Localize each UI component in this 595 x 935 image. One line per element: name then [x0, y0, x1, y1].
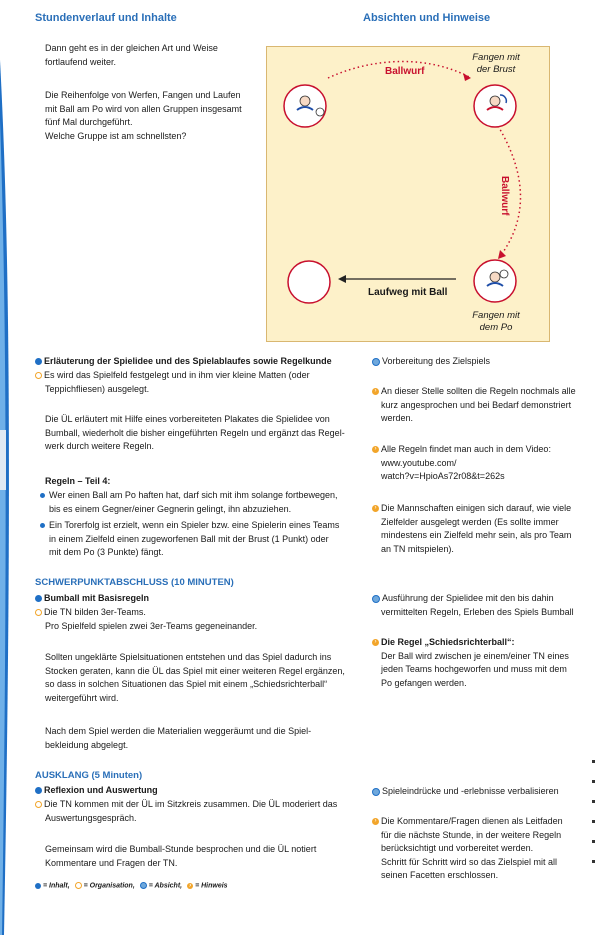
section2-absicht	[372, 592, 574, 619]
text-line: Die TN kommen mit der ÜL im Sitzkreis zusammen. Die ÜL moderiert das	[44, 799, 338, 809]
text-line: Vorbereitung des Zielspiels	[382, 356, 491, 366]
text-line: fünf Mal durchgeführt.	[45, 117, 133, 128]
left-column-header: Stundenverlauf und Inhalte	[35, 12, 177, 24]
hinweis-marker-icon: ›	[372, 446, 379, 453]
legend-hinweis: = Hinweis	[195, 882, 228, 890]
hinweis-marker-icon: ›	[372, 639, 379, 646]
organisation-marker-icon	[75, 882, 82, 889]
text-line: Der Ball wird zwischen je einem/einer TN eines	[381, 650, 569, 661]
hinweis-marker-icon: ›	[372, 818, 379, 825]
text-line: Teppichfliesen) ausgelegt.	[45, 383, 150, 394]
hinweis-marker-icon: ›	[189, 882, 192, 889]
text-line: dem Po	[479, 322, 513, 333]
text-line: Die Mannschaften einigen sich darauf, wie viele	[381, 503, 572, 513]
text-line: Die ÜL erläutert mit Hilfe eines vorbereiteten Plakates die Spielidee von	[45, 414, 330, 424]
section2-title: Bumball mit Basisregeln	[44, 593, 150, 603]
text-line: Alle Regeln findet man auch in dem Video:	[381, 444, 551, 454]
text-line: Es wird das Spielfeld festgelegt und in ihm vier kleine Matten (oder	[44, 370, 310, 380]
label-fangen-brust	[468, 52, 524, 76]
text-line: Pro Spielfeld spielen zwei 3er-Teams gegeneinander.	[45, 620, 258, 631]
section1-paragraph	[45, 413, 345, 454]
section2-title-row	[35, 592, 149, 606]
intro-paragraph-2	[45, 89, 242, 143]
text-line: vermittelten Regeln, Erleben des Spiels Bumball	[381, 606, 574, 617]
text-line: jeden Teams hochgeworfen und muss mit dem	[381, 664, 567, 675]
inhalt-marker-icon	[35, 595, 42, 602]
text-line: bis es einem Gegner/einer Gegnerin gelingt, ihn abzuziehen.	[49, 503, 292, 514]
text-line: Schritt für Schritt wird so das Zielspiel mit all	[381, 856, 558, 867]
label-ballwurf-top: Ballwurf	[385, 66, 425, 77]
text-line: Auswertungsgespräch.	[45, 812, 137, 823]
text-line: Fangen mit	[472, 52, 520, 63]
text-line: Die Regel „Schiedsrichterball“:	[381, 637, 515, 647]
text-line: kurz angesprochen und bei Bedarf demonstriert	[381, 399, 572, 410]
text-line: Wer einen Ball am Po haften hat, darf sich mit ihm solange fortbewegen,	[49, 490, 338, 500]
legend-absicht: = Absicht,	[148, 882, 183, 890]
inhalt-marker-icon	[35, 787, 42, 794]
text-line: für die nächste Stunde, in der weitere Regeln	[381, 829, 562, 840]
text-line: mit Ball am Po wird von allen Gruppen insgesamt	[45, 103, 242, 114]
text-line: Ein Torerfolg ist erzielt, wenn ein Spieler bzw. eine Spielerin eines Teams	[49, 520, 340, 530]
section1-absicht	[372, 355, 490, 369]
legend	[35, 882, 228, 889]
text-line: berücksichtigt und vorbereitet werden.	[381, 843, 534, 854]
text-line: Fangen mit	[472, 310, 520, 321]
rule-2	[40, 519, 339, 560]
section2-paragraph-1	[45, 651, 345, 705]
text-line: an TN mitspielen).	[381, 543, 454, 554]
section3-title: Reflexion und Auswertung	[44, 785, 158, 795]
organisation-marker-icon	[35, 372, 42, 379]
text-line: Bumball, wiederholt die bisher eingeführten Regeln und ergänzt das Regel-	[45, 427, 345, 438]
section2-hinweis	[372, 636, 569, 690]
text-line: mit dem Po (3 Punkte) fängt.	[49, 547, 164, 558]
text-line: Die Kommentare/Fragen dienen als Leitfaden	[381, 816, 563, 826]
label-fangen-po	[468, 310, 524, 334]
text-line: Ausführung der Spielidee mit den bis dahin	[382, 593, 554, 603]
organisation-marker-icon	[35, 609, 42, 616]
section2-org	[35, 606, 257, 633]
text-line: Spieleindrücke und -erlebnisse verbalisieren	[382, 786, 559, 796]
section3-absicht	[372, 785, 559, 799]
text-line: Po gefangen werden.	[381, 677, 467, 688]
section2-heading: SCHWERPUNKTABSCHLUSS (10 MINUTEN)	[35, 577, 234, 588]
section3-org	[35, 798, 337, 825]
text-line: der Brust	[476, 64, 516, 75]
inhalt-marker-icon	[35, 883, 41, 889]
text-line: Dann geht es in der gleichen Art und Weise	[45, 43, 218, 53]
label-ballwurf-side: Ballwurf	[499, 176, 510, 216]
text-line: An dieser Stelle sollten die Regeln nochmals alle	[381, 386, 576, 396]
text-line: weitergeführt wird.	[45, 692, 119, 703]
text-line: Zielfelder ausgelegt werden (Es sollte immer	[381, 516, 559, 527]
rule-1	[40, 489, 338, 516]
right-column-header: Absichten und Hinweise	[363, 12, 491, 24]
mat-circle	[288, 261, 330, 303]
text-line: Die TN bilden 3er-Teams.	[44, 607, 146, 617]
text-line: fortlaufend weiter.	[45, 56, 117, 67]
label-laufweg: Laufweg mit Ball	[368, 287, 448, 298]
text-line: in einem Zielfeld einen zugeworfenen Ball mit der Brust (1 Punkt) oder	[49, 533, 329, 544]
bullet-icon	[40, 523, 45, 528]
section1-hinweis-2	[372, 443, 551, 484]
section3-hinweis	[372, 815, 563, 883]
absicht-marker-icon	[372, 788, 380, 796]
section1-hinweis-1	[372, 385, 576, 426]
legend-inhalt: = Inhalt,	[43, 882, 70, 890]
text-line: Sollten ungeklärte Spielsituationen entstehen und das Spiel dadurch ins	[45, 652, 332, 662]
rules-title: Regeln – Teil 4:	[45, 476, 111, 486]
text-line: werk durch weitere Regeln.	[45, 441, 155, 452]
legend-organisation: = Organisation,	[83, 882, 135, 890]
text-line: Nach dem Spiel werden die Materialien weggeräumt und die Spiel-	[45, 726, 312, 736]
hinweis-marker-icon: ›	[372, 388, 379, 395]
text-line: Stocken geraten, kann die ÜL das Spiel mit einer weiteren Regel ergänzen,	[45, 665, 345, 676]
video-link[interactable]: watch?v=HpioAs72r08&t=262s	[381, 471, 505, 482]
text-line: werden.	[381, 413, 414, 424]
section1-org	[35, 369, 310, 396]
text-line: Kommentare und Fragen der TN.	[45, 857, 178, 868]
bullet-icon	[40, 493, 45, 498]
absicht-marker-icon	[140, 882, 147, 889]
absicht-marker-icon	[372, 358, 380, 366]
section2-paragraph-2	[45, 725, 311, 752]
text-line: seinen Facetten erschlossen.	[381, 870, 499, 881]
section3-heading: AUSKLANG (5 Minuten)	[35, 770, 143, 781]
text-line: bekleidung abgelegt.	[45, 739, 129, 750]
section3-paragraph	[45, 843, 316, 870]
section1-title-row	[35, 355, 332, 369]
organisation-marker-icon	[35, 801, 42, 808]
text-line: so dass in solchen Situationen das Spiel mit einem „Schiedsrichterball“	[45, 679, 328, 690]
left-edge-decoration	[0, 0, 14, 935]
text-line: Gemeinsam wird die Bumball-Stunde besprochen und die ÜL notiert	[45, 844, 317, 854]
intro-paragraph-1	[45, 42, 218, 69]
absicht-marker-icon	[372, 595, 380, 603]
inhalt-marker-icon	[35, 358, 42, 365]
video-link[interactable]: www.youtube.com/	[381, 457, 457, 468]
text-line: Die Reihenfolge von Werfen, Fangen und Laufen	[45, 90, 241, 100]
section1-title: Erläuterung der Spielidee und des Spielablaufes sowie Regelkunde	[44, 356, 332, 366]
text-line: mindestens ein Zielfeld mehr sein, als pro Team	[381, 530, 572, 541]
hinweis-marker-icon: ›	[372, 505, 379, 512]
section1-hinweis-3	[372, 502, 571, 556]
text-line: Welche Gruppe ist am schnellsten?	[45, 130, 187, 141]
section3-title-row	[35, 784, 158, 798]
